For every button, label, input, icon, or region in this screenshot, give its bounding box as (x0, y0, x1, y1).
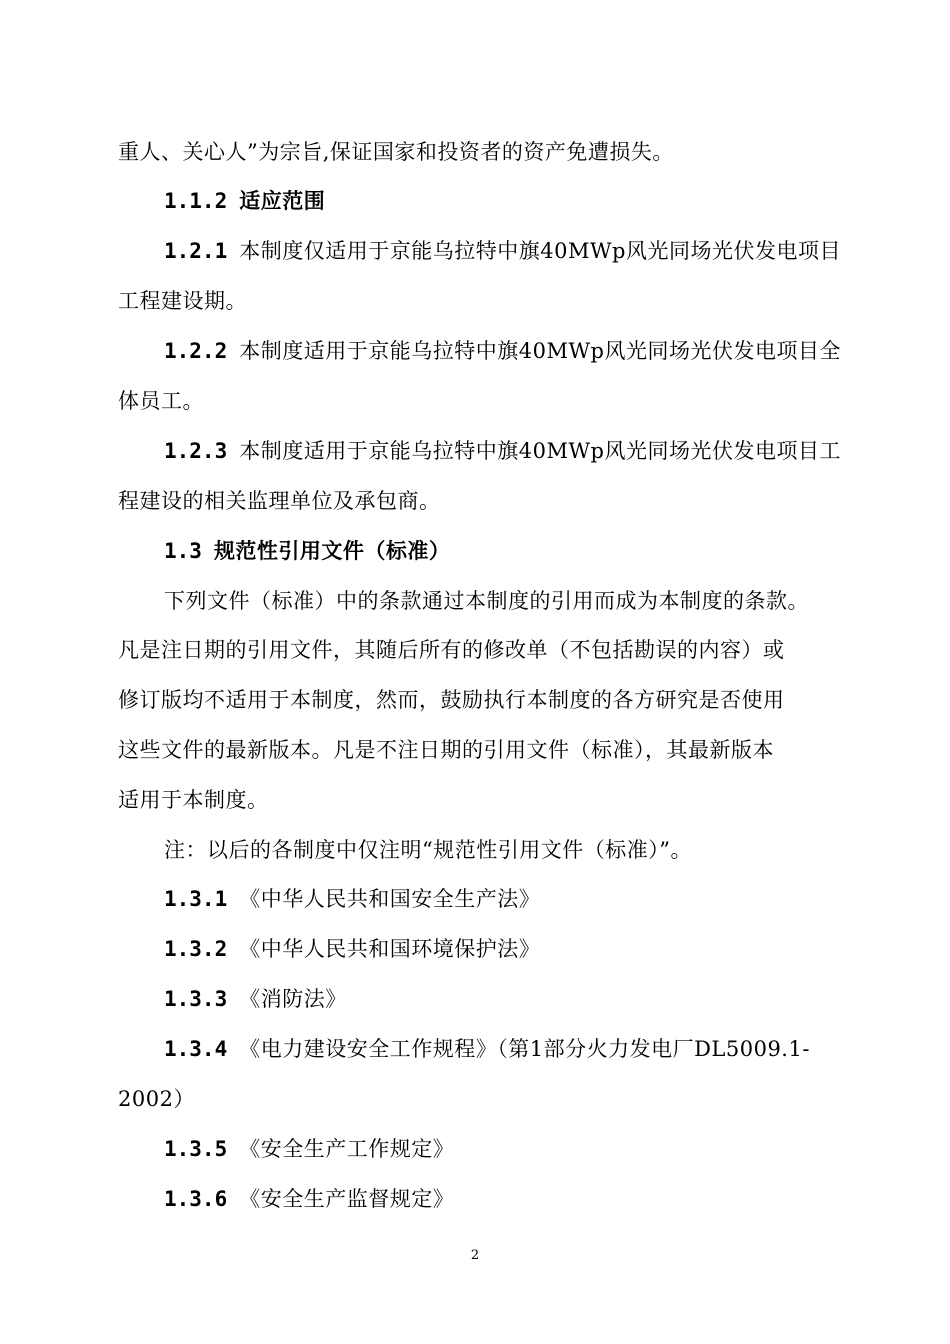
clause-1-2-2 (164, 338, 880, 364)
text: 体员工。 (118, 389, 204, 413)
reference-1-3-2 (164, 936, 880, 962)
reference-1-3-6 (164, 1186, 880, 1212)
section-number: 1.3 (164, 539, 202, 563)
paragraph-line (118, 139, 834, 165)
paragraph-line (118, 787, 834, 813)
text: 重人、关心人”为宗旨,保证国家和投资者的资产免遭损失。 (118, 140, 674, 164)
reference-1-3-1 (164, 886, 880, 912)
reference-title: 《电力建设安全工作规程》（第1部分火力发电厂DL5009.1- (239, 1037, 810, 1061)
paragraph-line (118, 637, 834, 663)
reference-number: 1.3.1 (164, 887, 228, 911)
clause-number: 1.2.3 (164, 439, 228, 463)
clause-text: 本制度适用于京能乌拉特中旗40MWp风光同场光伏发电项目工 (239, 439, 841, 463)
reference-number: 1.3.6 (164, 1187, 228, 1211)
text: 修订版均不适用于本制度，然而，鼓励执行本制度的各方研究是否使用 (118, 688, 785, 712)
note-line (164, 837, 880, 863)
reference-title: 《中华人民共和国环境保护法》 (239, 937, 541, 961)
reference-number: 1.3.3 (164, 987, 228, 1011)
text: 这些文件的最新版本。凡是不注日期的引用文件（标准），其最新版本 (118, 738, 774, 762)
text: 适用于本制度。 (118, 788, 269, 812)
clause-text: 本制度适用于京能乌拉特中旗40MWp风光同场光伏发电项目全 (239, 339, 841, 363)
clause-number: 1.2.2 (164, 339, 228, 363)
reference-1-3-4 (164, 1036, 880, 1062)
text: 下列文件（标准）中的条款通过本制度的引用而成为本制度的条款。 (164, 589, 809, 613)
clause-text: 本制度仅适用于京能乌拉特中旗40MWp风光同场光伏发电项目 (239, 239, 841, 263)
section-heading-1-1-2 (164, 188, 880, 214)
clause-1-2-1 (164, 238, 880, 264)
section-title: 规范性引用文件（标准） (213, 538, 451, 563)
reference-title: 《消防法》 (239, 987, 347, 1011)
reference-number: 1.3.5 (164, 1137, 228, 1161)
text: 凡是注日期的引用文件，其随后所有的修改单（不包括勘误的内容）或 (118, 638, 785, 662)
paragraph-line (118, 288, 834, 314)
reference-1-3-3 (164, 986, 880, 1012)
reference-1-3-5 (164, 1136, 880, 1162)
section-title: 适应范围 (239, 188, 326, 213)
page-number: 2 (470, 1248, 480, 1263)
paragraph-line (118, 737, 834, 763)
reference-number: 1.3.2 (164, 937, 228, 961)
reference-title: 《安全生产工作规定》 (239, 1137, 455, 1161)
paragraph-line (118, 1086, 834, 1112)
reference-number: 1.3.4 (164, 1037, 228, 1061)
paragraph-line (118, 388, 834, 414)
text: 程建设的相关监理单位及承包商。 (118, 489, 441, 513)
clause-number: 1.2.1 (164, 239, 228, 263)
reference-title: 《中华人民共和国安全生产法》 (239, 887, 541, 911)
paragraph-line (164, 588, 880, 614)
text: 工程建设期。 (118, 289, 247, 313)
note-text: 注：以后的各制度中仅注明“规范性引用文件（标准）”。 (164, 838, 692, 862)
paragraph-line (118, 488, 834, 514)
paragraph-line (118, 687, 834, 713)
section-number: 1.1.2 (164, 189, 228, 213)
text: 2002） (118, 1087, 195, 1111)
clause-1-2-3 (164, 438, 880, 464)
section-heading-1-3 (164, 538, 880, 564)
reference-title: 《安全生产监督规定》 (239, 1187, 455, 1211)
